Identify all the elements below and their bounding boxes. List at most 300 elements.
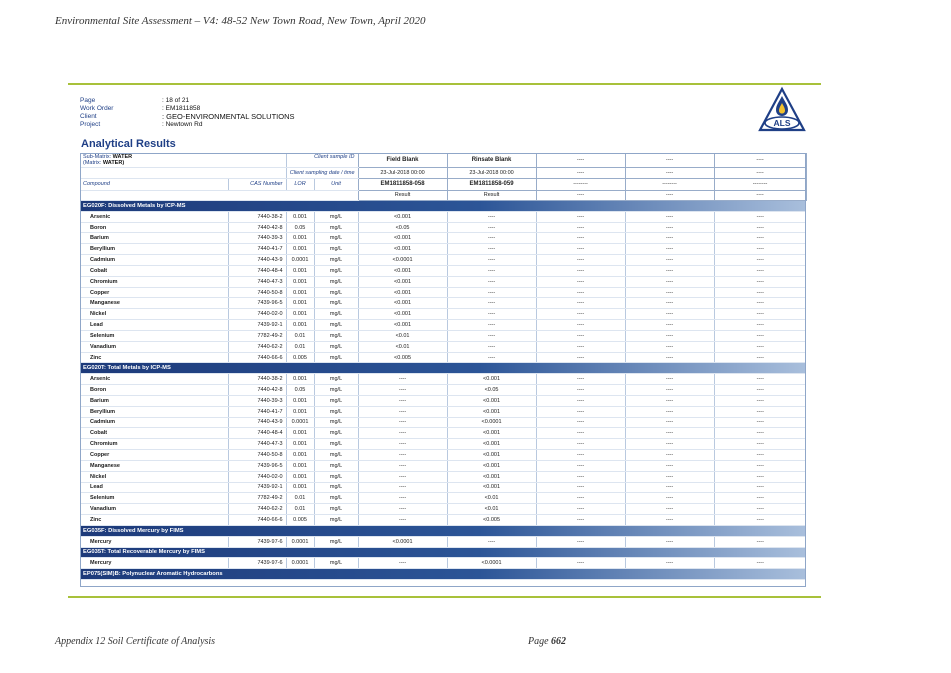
result-cell: ----	[447, 320, 536, 331]
table-row	[80, 352, 806, 363]
sampling-date-cell: ----	[536, 167, 625, 179]
cas-number-cell: 7440-62-2	[228, 504, 286, 515]
result-cell: ----	[714, 406, 806, 417]
compound-cell: Barium	[80, 233, 228, 244]
lor-cell: 0.001	[286, 265, 314, 276]
result-cell: ----	[536, 276, 625, 287]
result-cell: <0.001	[447, 450, 536, 461]
unit-cell: mg/L	[314, 460, 358, 471]
compound-cell: Barium	[80, 395, 228, 406]
unit-cell: mg/L	[314, 276, 358, 287]
compound-cell: Lead	[80, 320, 228, 331]
result-cell: ----	[714, 374, 806, 385]
unit-cell: mg/L	[314, 255, 358, 266]
result-cell: ----	[625, 244, 714, 255]
result-cell: ----	[536, 406, 625, 417]
table-row	[80, 222, 806, 233]
lor-cell: 0.005	[286, 515, 314, 526]
result-cell: ----	[358, 493, 447, 504]
result-cell: ----	[625, 515, 714, 526]
result-cell: ----	[447, 309, 536, 320]
lab-id-cell: EM1811858-058	[358, 179, 447, 191]
result-cell: <0.001	[447, 482, 536, 493]
unit-cell: mg/L	[314, 385, 358, 396]
result-cell: ----	[714, 320, 806, 331]
compound-cell: Cobalt	[80, 428, 228, 439]
result-cell: <0.05	[358, 222, 447, 233]
result-cell: ----	[714, 309, 806, 320]
result-cell: ----	[714, 341, 806, 352]
result-cell: <0.001	[358, 320, 447, 331]
table-row	[80, 504, 806, 515]
result-cell: ----	[625, 493, 714, 504]
header-row-result-label	[80, 190, 806, 201]
result-cell: ----	[625, 330, 714, 341]
result-cell: ----	[625, 450, 714, 461]
section-title: EG035F: Dissolved Mercury by FIMS	[80, 525, 806, 536]
lor-cell: 0.001	[286, 406, 314, 417]
compound-cell: Selenium	[80, 493, 228, 504]
lor-cell: 0.01	[286, 504, 314, 515]
compound-cell: Selenium	[80, 330, 228, 341]
result-cell: ----	[714, 211, 806, 222]
table-row	[80, 558, 806, 569]
compound-cell: Vanadium	[80, 341, 228, 352]
compound-cell: Nickel	[80, 309, 228, 320]
compound-cell: Cadmium	[80, 255, 228, 266]
result-label-cell: Result	[447, 190, 536, 201]
matrix-value: WATER)	[102, 160, 125, 166]
result-cell: ----	[714, 330, 806, 341]
table-row	[80, 298, 806, 309]
result-cell: ----	[714, 385, 806, 396]
compound-cell: Copper	[80, 287, 228, 298]
result-cell: ----	[536, 233, 625, 244]
blank-cell	[80, 190, 358, 201]
result-label-cell: ----	[714, 190, 806, 201]
document-footer-page	[528, 636, 566, 647]
result-cell: ----	[625, 233, 714, 244]
unit-cell: mg/L	[314, 341, 358, 352]
lab-id-cell: EM1811858-059	[447, 179, 536, 191]
lor-cell: 0.05	[286, 222, 314, 233]
result-cell: ----	[625, 460, 714, 471]
result-cell: ----	[714, 233, 806, 244]
unit-cell: mg/L	[314, 558, 358, 569]
result-cell: ----	[447, 255, 536, 266]
result-cell: ----	[358, 385, 447, 396]
result-cell: <0.001	[447, 374, 536, 385]
table-row	[80, 374, 806, 385]
page-prefix: Page	[528, 636, 552, 647]
blank-cell	[80, 167, 286, 179]
table-row	[80, 265, 806, 276]
lor-cell: 0.001	[286, 244, 314, 255]
table-row	[80, 471, 806, 482]
result-cell: ----	[536, 417, 625, 428]
result-cell: ----	[536, 374, 625, 385]
lor-cell: 0.0001	[286, 417, 314, 428]
table-row	[80, 460, 806, 471]
result-cell: ----	[358, 374, 447, 385]
meta-page-label: Page	[80, 97, 96, 104]
result-cell: ----	[447, 233, 536, 244]
result-cell: <0.01	[447, 504, 536, 515]
compound-cell: Boron	[80, 222, 228, 233]
result-cell: ----	[625, 298, 714, 309]
table-row	[80, 395, 806, 406]
result-cell: ----	[714, 439, 806, 450]
lor-cell: 0.001	[286, 287, 314, 298]
result-cell: ----	[358, 450, 447, 461]
unit-cell: mg/L	[314, 374, 358, 385]
result-cell: <0.001	[447, 460, 536, 471]
result-cell: ----	[714, 352, 806, 363]
sample-name-cell: Field Blank	[358, 154, 447, 168]
section-title: EG035T: Total Recoverable Mercury by FIMS	[80, 547, 806, 558]
cas-number-cell: 7440-43-9	[228, 417, 286, 428]
results-table-container	[80, 153, 806, 580]
result-cell: ----	[536, 439, 625, 450]
table-row	[80, 287, 806, 298]
unit-cell: mg/L	[314, 233, 358, 244]
cas-number-header: CAS Number	[228, 179, 286, 191]
result-cell: ----	[625, 341, 714, 352]
lor-cell: 0.001	[286, 320, 314, 331]
result-cell: ----	[536, 330, 625, 341]
cas-number-cell: 7440-48-4	[228, 428, 286, 439]
result-cell: <0.001	[358, 276, 447, 287]
compound-cell: Mercury	[80, 558, 228, 569]
result-cell: ----	[714, 265, 806, 276]
lor-cell: 0.001	[286, 309, 314, 320]
result-cell: ----	[536, 504, 625, 515]
lor-cell: 0.001	[286, 482, 314, 493]
cas-number-cell: 7440-42-8	[228, 222, 286, 233]
compound-cell: Mercury	[80, 536, 228, 547]
result-cell: <0.005	[358, 352, 447, 363]
unit-cell: mg/L	[314, 211, 358, 222]
cas-number-cell: 7439-97-6	[228, 536, 286, 547]
result-cell: ----	[536, 471, 625, 482]
result-cell: ----	[447, 536, 536, 547]
unit-cell: mg/L	[314, 515, 358, 526]
top-green-rule	[68, 83, 821, 85]
cas-number-cell: 7439-96-5	[228, 298, 286, 309]
result-cell: <0.001	[447, 439, 536, 450]
result-cell: ----	[536, 385, 625, 396]
result-cell: <0.001	[447, 395, 536, 406]
table-row	[80, 255, 806, 266]
result-cell: ----	[625, 222, 714, 233]
result-cell: <0.001	[358, 298, 447, 309]
table-row	[80, 320, 806, 331]
lor-cell: 0.01	[286, 493, 314, 504]
result-cell: ----	[625, 428, 714, 439]
result-cell: ----	[714, 536, 806, 547]
result-cell: ----	[536, 558, 625, 569]
compound-cell: Copper	[80, 450, 228, 461]
result-cell: <0.001	[358, 211, 447, 222]
unit-cell: mg/L	[314, 330, 358, 341]
compound-cell: Vanadium	[80, 504, 228, 515]
lor-cell: 0.0001	[286, 536, 314, 547]
lor-cell: 0.001	[286, 395, 314, 406]
result-cell: ----	[358, 482, 447, 493]
result-cell: ----	[625, 558, 714, 569]
client-sample-id-label: Client sample ID	[286, 154, 358, 168]
result-cell: <0.0001	[447, 558, 536, 569]
table-row	[80, 330, 806, 341]
cas-number-cell: 7440-62-2	[228, 341, 286, 352]
result-cell: ----	[536, 352, 625, 363]
result-cell: <0.0001	[358, 255, 447, 266]
cas-number-cell: 7439-92-1	[228, 320, 286, 331]
result-cell: ----	[536, 428, 625, 439]
unit-cell: mg/L	[314, 244, 358, 255]
cas-number-cell: 7440-42-8	[228, 385, 286, 396]
lor-cell: 0.001	[286, 276, 314, 287]
table-row	[80, 244, 806, 255]
unit-cell: mg/L	[314, 439, 358, 450]
sampling-date-cell: ----	[625, 167, 714, 179]
result-cell: <0.001	[358, 233, 447, 244]
lab-id-cell: --------	[536, 179, 625, 191]
result-cell: <0.001	[358, 287, 447, 298]
result-cell: ----	[447, 211, 536, 222]
result-cell: ----	[625, 504, 714, 515]
result-cell: ----	[714, 222, 806, 233]
result-cell: ----	[358, 417, 447, 428]
result-cell: ----	[714, 558, 806, 569]
meta-client-row	[80, 113, 295, 121]
lor-cell: 0.001	[286, 298, 314, 309]
unit-header: Unit	[314, 179, 358, 191]
sub-matrix-value: WATER	[112, 153, 133, 160]
result-cell: ----	[625, 482, 714, 493]
meta-page-row	[80, 97, 295, 105]
table-row	[80, 450, 806, 461]
lor-cell: 0.001	[286, 450, 314, 461]
als-logo-text: ALS	[773, 118, 791, 128]
table-row	[80, 428, 806, 439]
result-cell: ----	[536, 460, 625, 471]
compound-cell: Manganese	[80, 460, 228, 471]
compound-cell: Beryllium	[80, 244, 228, 255]
result-cell: ----	[358, 471, 447, 482]
table-row	[80, 417, 806, 428]
result-cell: ----	[447, 330, 536, 341]
lor-cell: 0.0001	[286, 558, 314, 569]
result-cell: ----	[714, 515, 806, 526]
sample-name-cell: Rinsate Blank	[447, 154, 536, 168]
result-cell: <0.001	[447, 406, 536, 417]
result-cell: <0.01	[358, 330, 447, 341]
result-cell: ----	[714, 298, 806, 309]
compound-cell: Cobalt	[80, 265, 228, 276]
result-cell: ----	[625, 385, 714, 396]
result-cell: ----	[358, 515, 447, 526]
unit-cell: mg/L	[314, 395, 358, 406]
table-row	[80, 493, 806, 504]
cas-number-cell: 7440-66-6	[228, 352, 286, 363]
report-metadata	[80, 97, 295, 129]
result-cell: <0.001	[447, 428, 536, 439]
cas-number-cell: 7782-49-2	[228, 330, 286, 341]
lor-cell: 0.001	[286, 428, 314, 439]
sampling-date-cell: 23-Jul-2018 00:00	[447, 167, 536, 179]
cas-number-cell: 7440-66-6	[228, 515, 286, 526]
unit-cell: mg/L	[314, 417, 358, 428]
lor-cell: 0.001	[286, 233, 314, 244]
result-cell: ----	[536, 493, 625, 504]
result-cell: ----	[536, 450, 625, 461]
cas-number-cell: 7440-38-2	[228, 211, 286, 222]
result-label-cell: ----	[536, 190, 625, 201]
result-cell: ----	[536, 298, 625, 309]
als-logo	[757, 86, 807, 136]
result-cell: ----	[714, 244, 806, 255]
page-title: Analytical Results	[81, 138, 176, 150]
result-cell: ----	[625, 406, 714, 417]
table-row	[80, 482, 806, 493]
result-cell: ----	[625, 320, 714, 331]
lab-id-cell: --------	[625, 179, 714, 191]
table-row	[80, 439, 806, 450]
result-cell: ----	[536, 265, 625, 276]
unit-cell: mg/L	[314, 298, 358, 309]
lor-cell: 0.01	[286, 341, 314, 352]
sample-name-cell: ----	[714, 154, 806, 168]
compound-cell: Cadmium	[80, 417, 228, 428]
result-cell: ----	[625, 265, 714, 276]
section-header-row	[80, 569, 806, 580]
sub-matrix-label: Sub-Matrix:	[83, 153, 113, 160]
meta-project-value: : Newtown Rd	[162, 121, 203, 128]
compound-cell: Lead	[80, 482, 228, 493]
meta-project-label: Project	[80, 121, 101, 128]
analytical-results-table	[80, 153, 807, 580]
compound-cell: Arsenic	[80, 374, 228, 385]
result-cell: <0.005	[447, 515, 536, 526]
lor-header: LOR	[286, 179, 314, 191]
result-cell: ----	[625, 211, 714, 222]
result-cell: <0.001	[358, 309, 447, 320]
sample-name-cell: ----	[536, 154, 625, 168]
result-cell: ----	[625, 417, 714, 428]
result-cell: ----	[536, 482, 625, 493]
section-header-row	[80, 547, 806, 558]
result-cell: ----	[536, 536, 625, 547]
result-cell: ----	[447, 341, 536, 352]
result-cell: ----	[536, 341, 625, 352]
section-title: EP075(SIM)B: Polynuclear Aromatic Hydrocarbons	[80, 569, 806, 580]
sample-name-cell: ----	[625, 154, 714, 168]
table-row	[80, 233, 806, 244]
result-cell: ----	[714, 450, 806, 461]
section-header-row	[80, 525, 806, 536]
compound-cell: Manganese	[80, 298, 228, 309]
lor-cell: 0.01	[286, 330, 314, 341]
table-row	[80, 385, 806, 396]
section-header-row	[80, 201, 806, 212]
unit-cell: mg/L	[314, 320, 358, 331]
result-cell: ----	[447, 298, 536, 309]
result-cell: ----	[536, 309, 625, 320]
result-cell: ----	[625, 439, 714, 450]
cas-number-cell: 7440-02-0	[228, 471, 286, 482]
compound-header: Compound	[80, 179, 228, 191]
unit-cell: mg/L	[314, 504, 358, 515]
result-cell: <0.001	[358, 265, 447, 276]
lab-id-cell: --------	[714, 179, 806, 191]
compound-cell: Zinc	[80, 352, 228, 363]
result-cell: ----	[625, 309, 714, 320]
client-sampling-label: Client sampling date / time	[286, 167, 358, 179]
result-cell: ----	[714, 255, 806, 266]
unit-cell: mg/L	[314, 352, 358, 363]
sub-matrix-cell	[80, 154, 286, 168]
bottom-green-rule	[68, 596, 821, 598]
unit-cell: mg/L	[314, 309, 358, 320]
table-row	[80, 309, 806, 320]
result-cell: ----	[625, 287, 714, 298]
sampling-date-cell: 23-Jul-2018 00:00	[358, 167, 447, 179]
result-cell: ----	[447, 276, 536, 287]
result-cell: <0.0001	[358, 536, 447, 547]
result-cell: ----	[536, 244, 625, 255]
cas-number-cell: 7439-97-6	[228, 558, 286, 569]
unit-cell: mg/L	[314, 265, 358, 276]
result-cell: ----	[358, 558, 447, 569]
meta-client-label: Client	[80, 113, 97, 120]
cas-number-cell: 7440-47-3	[228, 439, 286, 450]
lor-cell: 0.0001	[286, 255, 314, 266]
result-cell: ----	[447, 352, 536, 363]
unit-cell: mg/L	[314, 493, 358, 504]
header-row-columns	[80, 179, 806, 191]
unit-cell: mg/L	[314, 287, 358, 298]
result-cell: ----	[447, 265, 536, 276]
result-cell: ----	[714, 428, 806, 439]
result-cell: ----	[536, 287, 625, 298]
result-cell: ----	[714, 276, 806, 287]
meta-work-order-value: : EM1811858	[162, 105, 201, 112]
meta-work-order-label: Work Order	[80, 105, 114, 112]
cas-number-cell: 7440-43-9	[228, 255, 286, 266]
lor-cell: 0.001	[286, 374, 314, 385]
result-cell: ----	[358, 406, 447, 417]
result-cell: ----	[358, 428, 447, 439]
result-cell: ----	[714, 493, 806, 504]
header-row-sample-id	[80, 154, 806, 168]
result-cell: ----	[714, 287, 806, 298]
result-cell: ----	[358, 460, 447, 471]
unit-cell: mg/L	[314, 406, 358, 417]
result-cell: ----	[447, 244, 536, 255]
unit-cell: mg/L	[314, 482, 358, 493]
result-cell: ----	[625, 374, 714, 385]
page-number: 662	[551, 636, 567, 647]
result-cell: ----	[536, 515, 625, 526]
compound-cell: Beryllium	[80, 406, 228, 417]
lor-cell: 0.005	[286, 352, 314, 363]
cas-number-cell: 7440-38-2	[228, 374, 286, 385]
compound-cell: Chromium	[80, 439, 228, 450]
compound-cell: Arsenic	[80, 211, 228, 222]
cas-number-cell: 7440-02-0	[228, 309, 286, 320]
cas-number-cell: 7440-41-7	[228, 406, 286, 417]
